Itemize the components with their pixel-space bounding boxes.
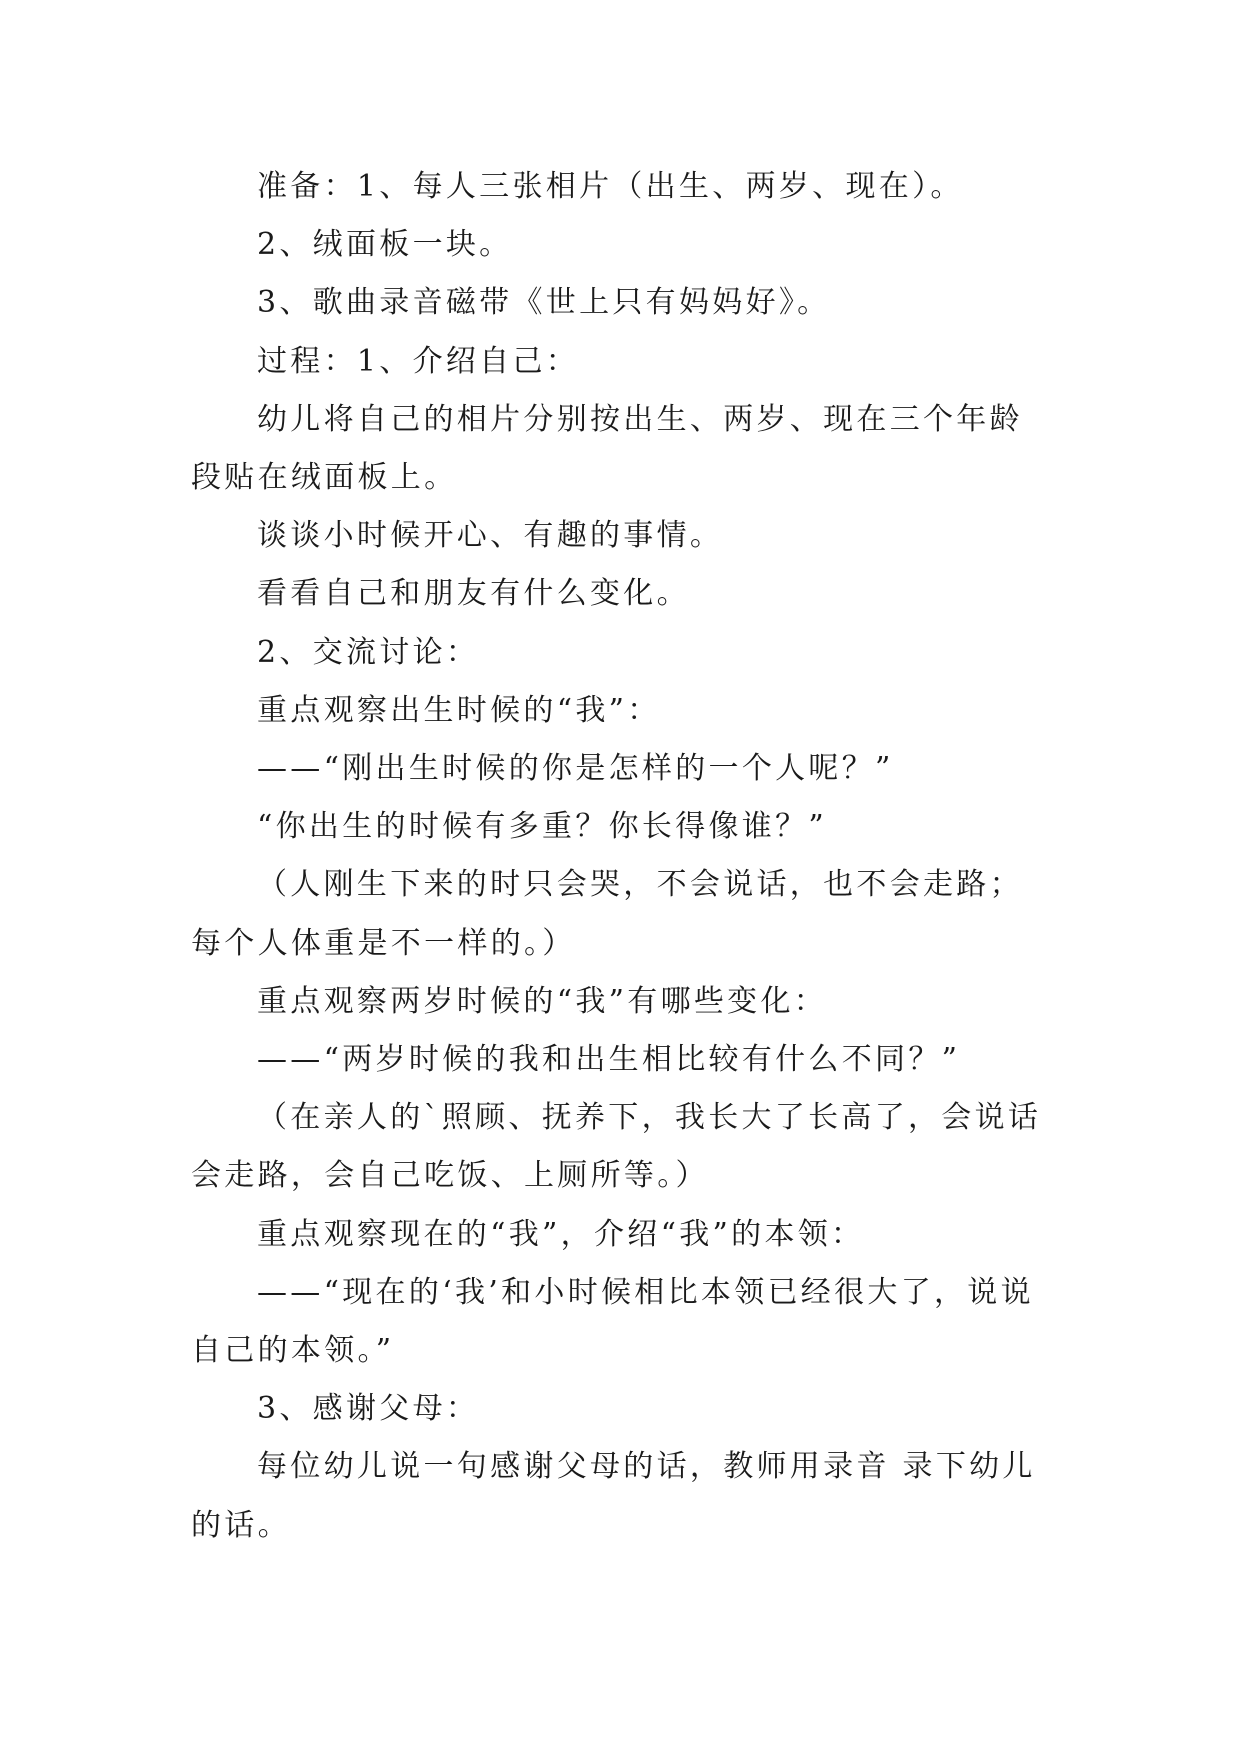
paragraph-question-two-years: ——“两岁时候的我和出生相比较有什么不同？” [257,1042,961,1078]
paragraph-photo-arrangement: 幼儿将自己的相片分别按出生、两岁、现在三个年龄段贴在绒面板上。 [191,401,1023,496]
paragraph-question-birth: ——“刚出生时候的你是怎样的一个人呢？” [257,751,894,787]
document-body [191,158,1051,1555]
paragraph-process-heading: 过程：1、介绍自己： [257,343,580,379]
paragraph-focus-birth: 重点观察出生时候的“我”： [257,692,661,728]
paragraph-note-newborn: （人刚生下来的时只会哭，不会说话，也不会走路；每个人体重是不一样的。） [191,867,1023,961]
paragraph-focus-two-years: 重点观察两岁时候的“我”有哪些变化： [257,983,828,1019]
paragraph-thanks-activity: 每位幼儿说一句感谢父母的话，教师用录音 录下幼儿的话。 [191,1449,1036,1543]
paragraph-thanks-heading: 3、感谢父母： [257,1391,480,1427]
paragraph-focus-now: 重点观察现在的“我”，介绍“我”的本领： [257,1216,865,1252]
paragraph-question-now: ——“现在的‘我’和小时候相比本领已经很大了，说说自己的本领。” [191,1274,1034,1369]
paragraph-note-two-years: （在亲人的`照顾、抚养下，我长大了长高了，会说话会走路，会自己吃饭、上厕所等。） [191,1100,1042,1194]
paragraph-discussion-heading: 2、交流讨论： [257,634,480,670]
paragraph-preparation: 准备：1、每人三张相片（出生、两岁、现在）。 [257,169,964,204]
paragraph-talk-childhood: 谈谈小时候开心、有趣的事情。 [257,518,724,554]
paragraph-observe-changes: 看看自己和朋友有什么变化。 [257,576,690,612]
paragraph-question-weight: “你出生的时候有多重？你长得像谁？” [257,809,828,845]
paragraph-prep-item-2: 2、绒面板一块。 [257,227,513,263]
paragraph-prep-item-3: 3、歌曲录音磁带《世上只有妈妈好》。 [257,285,831,321]
